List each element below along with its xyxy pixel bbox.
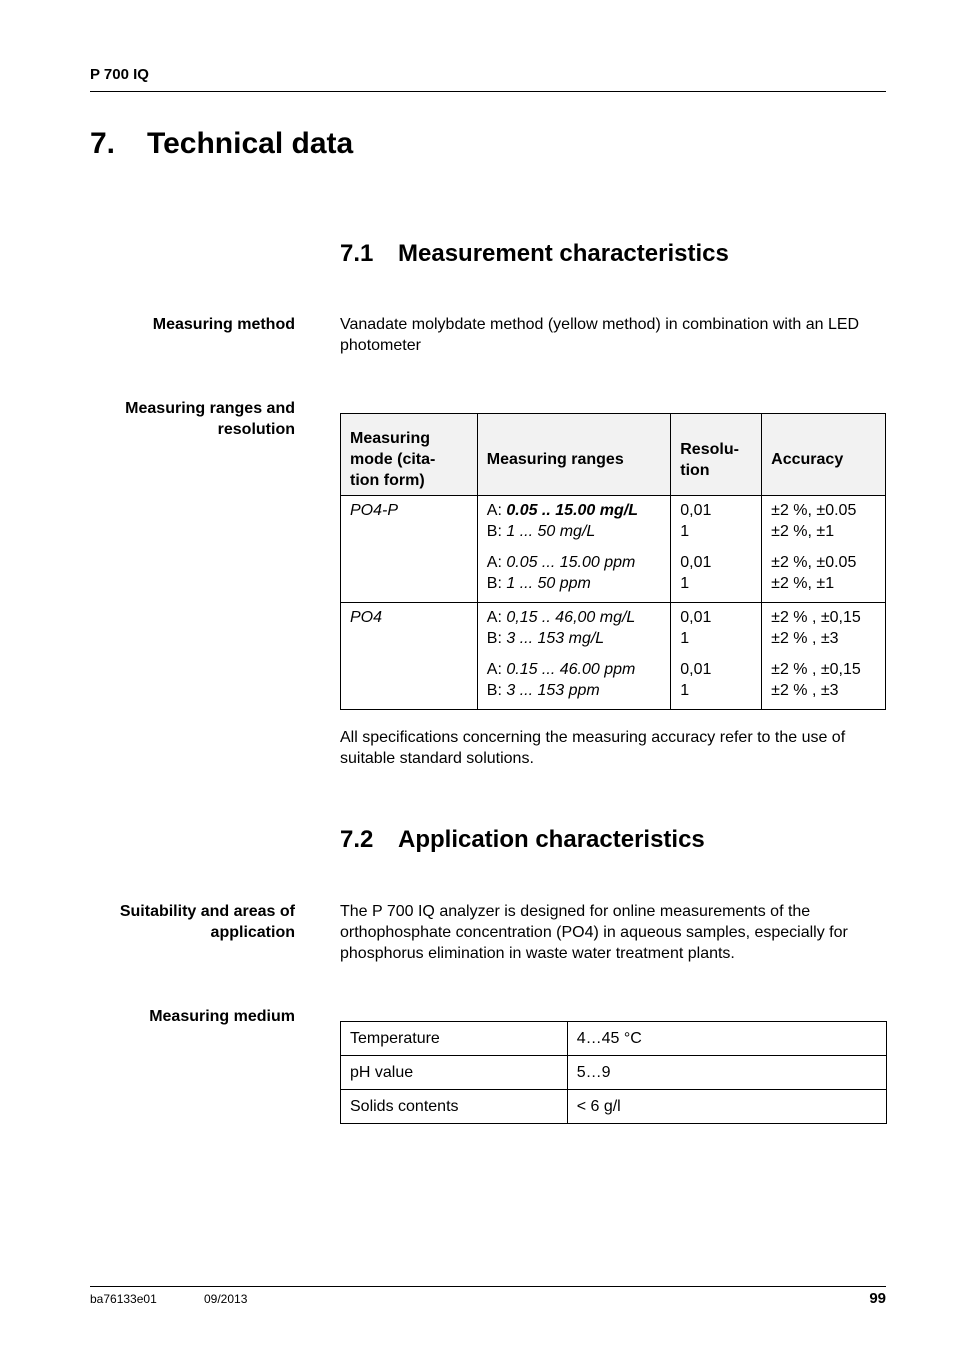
label-line: Measuring ranges and bbox=[125, 400, 295, 417]
suitability-label bbox=[65, 901, 295, 943]
range-value: 3 ... 153 mg/L bbox=[506, 630, 605, 647]
mode-value: PO4-P bbox=[350, 502, 399, 519]
header-text: tion bbox=[680, 461, 710, 479]
cell-resolution bbox=[671, 603, 762, 710]
resolution-pair bbox=[680, 500, 752, 542]
resolution-value: 0,01 bbox=[680, 502, 712, 519]
accuracy-value: ±2 % , ±0,15 bbox=[771, 661, 861, 678]
table-row bbox=[341, 603, 886, 710]
range-value: 1 ... 50 mg/L bbox=[506, 523, 596, 540]
resolution-value: 1 bbox=[680, 630, 690, 647]
measuring-ranges-table bbox=[340, 413, 886, 710]
page-number: 99 bbox=[869, 1290, 886, 1307]
table-header-row bbox=[341, 414, 886, 496]
header-rule bbox=[90, 91, 886, 92]
resolution-value: 0,01 bbox=[680, 661, 712, 678]
table-row bbox=[341, 496, 886, 603]
range-pair bbox=[487, 552, 661, 594]
resolution-value: 1 bbox=[680, 575, 690, 592]
measuring-method-label: Measuring method bbox=[152, 316, 295, 333]
range-value: 0.05 .. 15.00 mg/L bbox=[506, 502, 638, 519]
range-prefix: B: bbox=[486, 682, 507, 699]
resolution-value: 0,01 bbox=[680, 609, 712, 626]
chapter-number: 7. bbox=[90, 127, 116, 160]
section-7-2-title bbox=[340, 826, 705, 854]
cell-mode bbox=[341, 603, 478, 710]
accuracy-value: ±2 % , ±3 bbox=[771, 630, 839, 647]
accuracy-pair bbox=[771, 659, 876, 701]
resolution-pair bbox=[680, 552, 752, 594]
footer-rule bbox=[90, 1286, 886, 1287]
section-number: 7.2 bbox=[340, 826, 374, 853]
resolution-pair bbox=[680, 607, 752, 649]
accuracy-value: ±2 % , ±0,15 bbox=[771, 609, 861, 626]
range-prefix: A: bbox=[486, 661, 507, 678]
cell-ranges bbox=[477, 496, 670, 603]
label-line: resolution bbox=[217, 421, 295, 438]
accuracy-value: ±2 % , ±3 bbox=[771, 682, 839, 699]
resolution-value: 0,01 bbox=[680, 554, 712, 571]
table-row bbox=[341, 1056, 887, 1090]
range-prefix: B: bbox=[486, 575, 507, 592]
cell-mode bbox=[341, 496, 478, 603]
resolution-pair bbox=[680, 659, 752, 701]
medium-value: < 6 g/l bbox=[567, 1090, 886, 1124]
range-pair bbox=[487, 607, 661, 649]
header-text: mode (cita- bbox=[350, 451, 436, 468]
header-text: Resolu- bbox=[680, 440, 739, 458]
resolution-value: 1 bbox=[680, 682, 690, 699]
range-prefix: B: bbox=[486, 523, 507, 540]
medium-value: 4…45 °C bbox=[567, 1022, 886, 1056]
mode-value: PO4 bbox=[350, 609, 383, 626]
footer-doc-code: ba76133e01 bbox=[90, 1292, 157, 1306]
measuring-medium-label: Measuring medium bbox=[149, 1008, 295, 1025]
accuracy-value: ±2 %, ±1 bbox=[771, 575, 835, 592]
label-line: application bbox=[210, 924, 295, 941]
cell-resolution bbox=[671, 496, 762, 603]
range-pair bbox=[487, 500, 661, 542]
range-value: 0.05 ... 15.00 ppm bbox=[506, 554, 636, 571]
range-value: 0.15 ... 46.00 ppm bbox=[506, 661, 636, 678]
medium-name: Solids contents bbox=[341, 1090, 568, 1124]
accuracy-pair bbox=[771, 607, 876, 649]
range-value: 3 ... 153 ppm bbox=[506, 682, 600, 699]
header-mode bbox=[341, 414, 478, 496]
section-title-text: Application characteristics bbox=[398, 826, 705, 853]
resolution-value: 1 bbox=[680, 523, 690, 540]
accuracy-pair bbox=[771, 500, 876, 542]
chapter-title-text: Technical data bbox=[147, 127, 354, 160]
cell-ranges bbox=[477, 603, 670, 710]
table-row bbox=[341, 1022, 887, 1056]
range-value: 1 ... 50 ppm bbox=[506, 575, 591, 592]
suitability-text: The P 700 IQ analyzer is designed for online measurements of the orthophosphate concentration (PO4) in aqueous samples, especially for phosphorus elimination in waste water treatment plants. bbox=[340, 903, 848, 962]
accuracy-value: ±2 %, ±0.05 bbox=[771, 502, 857, 519]
range-prefix: A: bbox=[486, 609, 507, 626]
section-7-1-title bbox=[340, 240, 729, 268]
accuracy-pair bbox=[771, 552, 876, 594]
range-prefix: A: bbox=[486, 502, 507, 519]
accuracy-note: All specifications concerning the measuring accuracy refer to the use of suitable standard solutions. bbox=[340, 729, 846, 767]
header-resolution bbox=[671, 414, 762, 496]
accuracy-value: ±2 %, ±1 bbox=[771, 523, 835, 540]
accuracy-value: ±2 %, ±0.05 bbox=[771, 554, 857, 571]
range-prefix: A: bbox=[486, 554, 507, 571]
range-pair bbox=[487, 659, 661, 701]
cell-accuracy bbox=[762, 496, 886, 603]
header-text: Measuring bbox=[350, 430, 431, 447]
running-header: P 700 IQ bbox=[90, 66, 149, 83]
section-number: 7.1 bbox=[340, 240, 374, 267]
label-line: Suitability and areas of bbox=[119, 903, 295, 920]
measuring-ranges-label bbox=[65, 398, 295, 440]
medium-name: pH value bbox=[341, 1056, 568, 1090]
range-value: 0,15 .. 46,00 mg/L bbox=[506, 609, 636, 626]
header-ranges: Measuring ranges bbox=[477, 414, 670, 496]
section-title-text: Measurement characteristics bbox=[398, 240, 729, 267]
measuring-medium-table bbox=[340, 1021, 887, 1124]
measuring-method-text: Vanadate molybdate method (yellow method) in combination with an LED photometer bbox=[340, 316, 860, 354]
header-accuracy: Accuracy bbox=[762, 414, 886, 496]
medium-value: 5…9 bbox=[567, 1056, 886, 1090]
medium-name: Temperature bbox=[341, 1022, 568, 1056]
chapter-title bbox=[90, 127, 353, 161]
table-row bbox=[341, 1090, 887, 1124]
footer-date: 09/2013 bbox=[204, 1292, 248, 1306]
cell-accuracy bbox=[762, 603, 886, 710]
header-text: tion form) bbox=[350, 472, 425, 489]
range-prefix: B: bbox=[486, 630, 507, 647]
